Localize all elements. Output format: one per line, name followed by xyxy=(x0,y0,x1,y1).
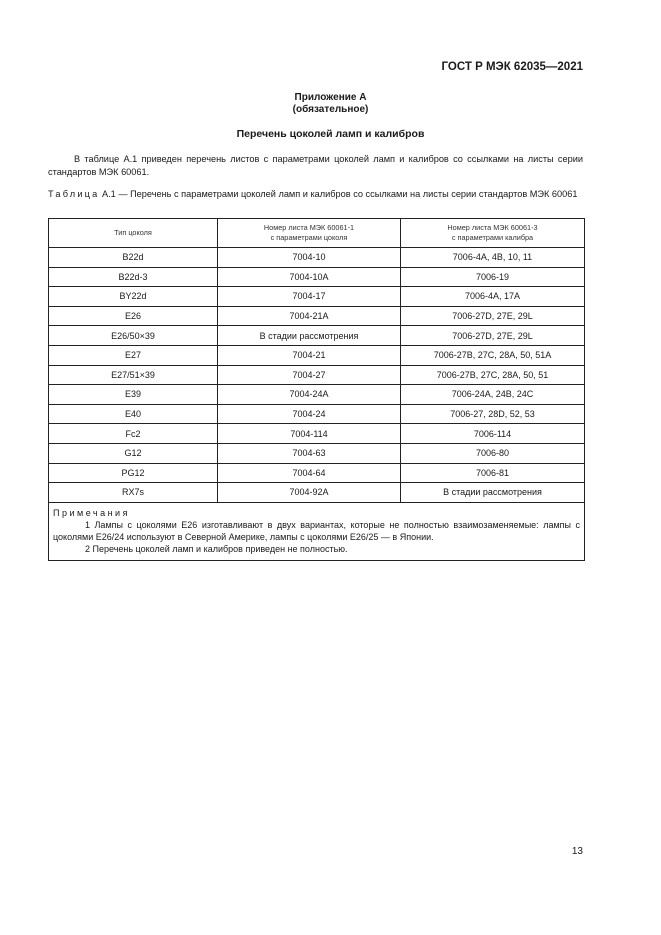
cell-cap-sheet: 7004-17 xyxy=(218,287,401,307)
cell-gauge-sheet: 7006-81 xyxy=(401,463,585,483)
cell-gauge-sheet: 7006-27, 28D, 52, 53 xyxy=(401,404,585,424)
cell-cap-type: E27 xyxy=(49,345,218,365)
cell-cap-type: PG12 xyxy=(49,463,218,483)
cell-cap-type: G12 xyxy=(49,443,218,463)
table-row xyxy=(49,385,585,405)
cell-cap-type: B22d-3 xyxy=(49,267,218,287)
table-caption xyxy=(48,188,583,201)
cell-cap-sheet: 7004-10A xyxy=(218,267,401,287)
cell-gauge-sheet: 7006-27D, 27E, 29L xyxy=(401,306,585,326)
table-row xyxy=(49,443,585,463)
table-row xyxy=(49,483,585,503)
cell-gauge-sheet: 7006-4A, 4B, 10, 11 xyxy=(401,248,585,268)
notes-heading: Примечания xyxy=(53,507,130,518)
table-row xyxy=(49,326,585,346)
cell-cap-type: E26/50×39 xyxy=(49,326,218,346)
table-row xyxy=(49,463,585,483)
notes-row xyxy=(49,502,585,560)
table-row xyxy=(49,248,585,268)
cell-gauge-sheet: 7006-80 xyxy=(401,443,585,463)
cell-cap-sheet: В стадии рассмотрения xyxy=(218,326,401,346)
note-1: 1 Лампы с цоколями E26 изготавливают в двух вариантах, которые не полностью взаимозаменяемые: лампы с цоколями E26/24 используют в Северной Америке, лампы с цоколями E26/25 — в Японии. xyxy=(53,519,580,542)
cell-cap-type: B22d xyxy=(49,248,218,268)
table-header-row xyxy=(49,219,585,248)
cell-cap-sheet: 7004-21A xyxy=(218,306,401,326)
cell-cap-sheet: 7004-114 xyxy=(218,424,401,444)
cell-gauge-sheet: 7006-4A, 17A xyxy=(401,287,585,307)
cell-cap-sheet: 7004-24 xyxy=(218,404,401,424)
cell-cap-type: E26 xyxy=(49,306,218,326)
table-caption-text: А.1 — Перечень с параметрами цоколей ламп и калибров со ссылками на листы серии стандартов МЭК 60061 xyxy=(99,189,578,199)
table-row xyxy=(49,404,585,424)
cell-gauge-sheet: В стадии рассмотрения xyxy=(401,483,585,503)
cell-cap-sheet: 7004-10 xyxy=(218,248,401,268)
table-row xyxy=(49,267,585,287)
header-iec-60061-1: Номер листа МЭК 60061-1 с параметрами цоколя xyxy=(218,219,401,248)
table-caption-label: Таблица xyxy=(48,189,100,199)
cell-cap-sheet: 7004-92A xyxy=(218,483,401,503)
cell-cap-type: BY22d xyxy=(49,287,218,307)
cell-gauge-sheet: 7006-114 xyxy=(401,424,585,444)
cell-cap-type: E40 xyxy=(49,404,218,424)
annex-title: Приложение А xyxy=(294,92,367,103)
header-iec-60061-3: Номер листа МЭК 60061-3 с параметрами калибра xyxy=(401,219,585,248)
cell-cap-type: E39 xyxy=(49,385,218,405)
lamp-caps-table xyxy=(48,218,585,561)
cell-cap-type: Fc2 xyxy=(49,424,218,444)
cell-cap-sheet: 7004-27 xyxy=(218,365,401,385)
section-title: Перечень цоколей ламп и калибров xyxy=(236,128,425,140)
table-body xyxy=(49,248,585,503)
header-cap-type: Тип цоколя xyxy=(49,219,218,248)
cell-cap-sheet: 7004-63 xyxy=(218,443,401,463)
table-row xyxy=(49,287,585,307)
table-row xyxy=(49,424,585,444)
document-code: ГОСТ Р МЭК 62035—2021 xyxy=(441,61,583,73)
note-2: 2 Перечень цоколей ламп и калибров приведен не полностью. xyxy=(85,543,348,554)
table-row xyxy=(49,306,585,326)
cell-cap-sheet: 7004-64 xyxy=(218,463,401,483)
cell-cap-sheet: 7004-21 xyxy=(218,345,401,365)
page-number: 13 xyxy=(571,846,583,857)
cell-gauge-sheet: 7006-27D, 27E, 29L xyxy=(401,326,585,346)
cell-gauge-sheet: 7006-27B, 27C, 28A, 50, 51 xyxy=(401,365,585,385)
cell-gauge-sheet: 7006-19 xyxy=(401,267,585,287)
cell-gauge-sheet: 7006-24A, 24B, 24C xyxy=(401,385,585,405)
table-row xyxy=(49,365,585,385)
cell-cap-type: E27/51×39 xyxy=(49,365,218,385)
cell-cap-type: RX7s xyxy=(49,483,218,503)
cell-cap-sheet: 7004-24A xyxy=(218,385,401,405)
intro-paragraph: В таблице А.1 приведен перечень листов с параметрами цоколей ламп и калибров со ссылками на листы серии стандартов МЭК 60061. xyxy=(48,154,583,177)
table-row xyxy=(49,345,585,365)
notes-cell xyxy=(49,502,585,560)
annex-subtitle: (обязательное) xyxy=(292,104,369,115)
cell-gauge-sheet: 7006-27B, 27C, 28A, 50, 51A xyxy=(401,345,585,365)
